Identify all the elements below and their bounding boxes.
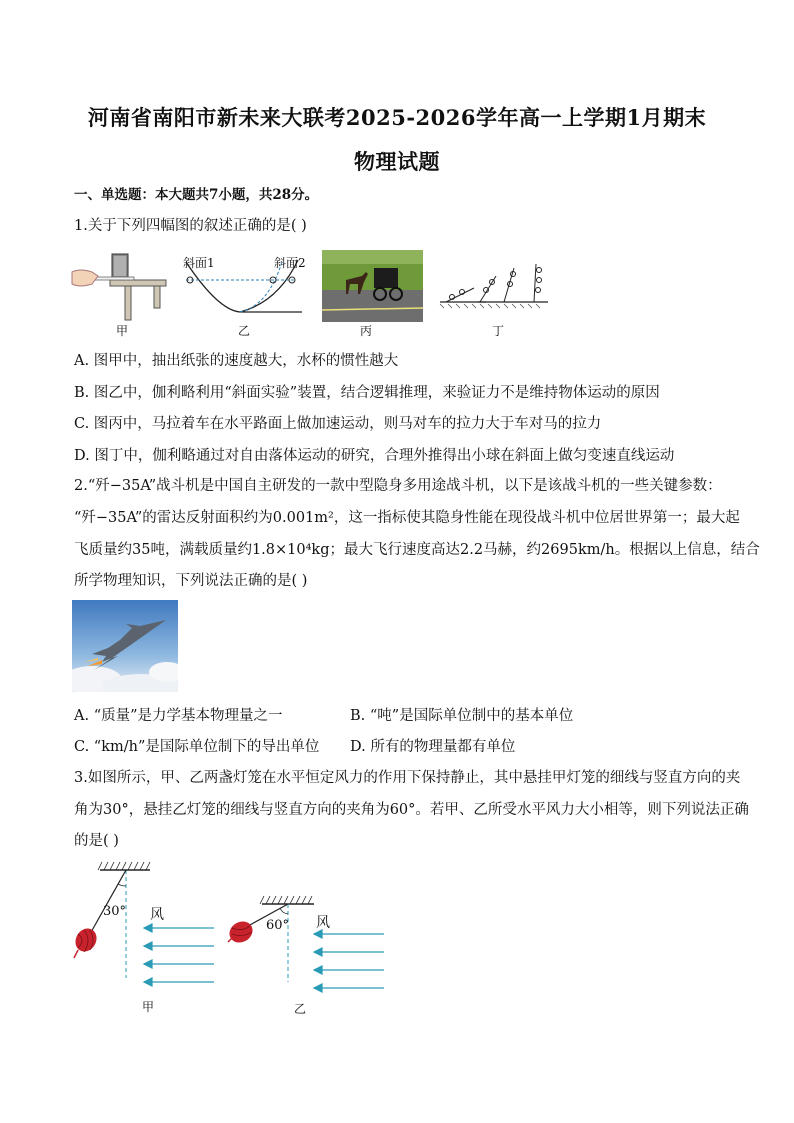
- q1-option-c: C. 图丙中，马拉着车在水平路面上做加速运动，则马对车的拉力大于车对马的拉力: [74, 416, 602, 432]
- q1-option-a: A. 图甲中，抽出纸张的速度越大，水杯的惯性越大: [74, 353, 399, 369]
- q3-wind-label-yi: 风: [316, 915, 330, 931]
- q1-figure-jia: [70, 250, 170, 322]
- q1-fig-label-jia: 甲: [115, 324, 128, 338]
- q3-line3: 的是( ): [74, 833, 119, 849]
- q2-option-b: B. “吨”是国际单位制中的基本单位: [350, 708, 574, 724]
- section-heading: 一、单选题：本大题共7小题，共28分。: [74, 187, 319, 203]
- q2-line3: 飞质量约35吨，满载质量约1.8×10⁴kg；最大飞行速度高达2.2马赫，约2695km/h。根据以上信息，结合: [74, 542, 760, 558]
- exam-title-line1: 河南省南阳市新未来大联考2025-2026学年高一上学期1月期末: [87, 105, 707, 130]
- q2-line1: 2.“歼−35A”战斗机是中国自主研发的一款中型隐身多用途战斗机，以下是该战斗机的一些关键参数：: [74, 478, 722, 494]
- exam-title-line2: 物理试题: [354, 149, 440, 174]
- q3-angle-label-60: 60°: [266, 918, 290, 933]
- q1-fig-label-bing: 丙: [359, 324, 372, 338]
- q1-figure-ding: [438, 262, 550, 322]
- q3-fig-label-yi: 乙: [293, 1002, 306, 1016]
- q2-fighter-jet-photo: [72, 600, 178, 692]
- q1-fig-label-yi: 乙: [237, 324, 250, 338]
- q3-wind-label-jia: 风: [150, 907, 164, 923]
- q2-option-a: A. “质量”是力学基本物理量之一: [74, 708, 283, 724]
- q3-wind-arrows-yi: [310, 926, 390, 998]
- q3-fig-label-jia: 甲: [141, 1000, 154, 1014]
- q1-option-b: B. 图乙中，伽利略利用“斜面实验”装置，结合逻辑推理，来验证力不是维持物体运动的原因: [74, 385, 660, 401]
- q1-slope-label-2: 斜面2: [274, 256, 306, 270]
- q1-option-d: D. 图丁中，伽利略通过对自由落体运动的研究，合理外推得出小球在斜面上做匀变速直线运动: [74, 448, 675, 464]
- q3-line1: 3.如图所示，甲、乙两盏灯笼在水平恒定风力的作用下保持静止，其中悬挂甲灯笼的细线与竖直方向的夹: [74, 770, 741, 786]
- q1-figure-bing-photo: [322, 250, 423, 322]
- q3-line2: 角为30°，悬挂乙灯笼的细线与竖直方向的夹角为60°。若甲、乙所受水平风力大小相等，则下列说法正确: [74, 802, 749, 818]
- q1-stem: 1.关于下列四幅图的叙述正确的是( ): [74, 218, 307, 234]
- q2-option-d: D. 所有的物理量都有单位: [350, 739, 516, 755]
- q3-wind-arrows-jia: [140, 918, 220, 998]
- q2-line4: 所学物理知识，下列说法正确的是( ): [74, 573, 308, 589]
- q1-slope-label-1: 斜面1: [183, 256, 215, 270]
- q2-option-c: C. “km/h”是国际单位制下的导出单位: [74, 739, 320, 755]
- q2-line2: “歼−35A”的雷达反射面积约为0.001m²，这一指标使其隐身性能在现役战斗机中位居世界第一；最大起: [74, 510, 740, 526]
- q1-fig-label-ding: 丁: [491, 324, 504, 338]
- q3-angle-label-30: 30°: [103, 904, 127, 919]
